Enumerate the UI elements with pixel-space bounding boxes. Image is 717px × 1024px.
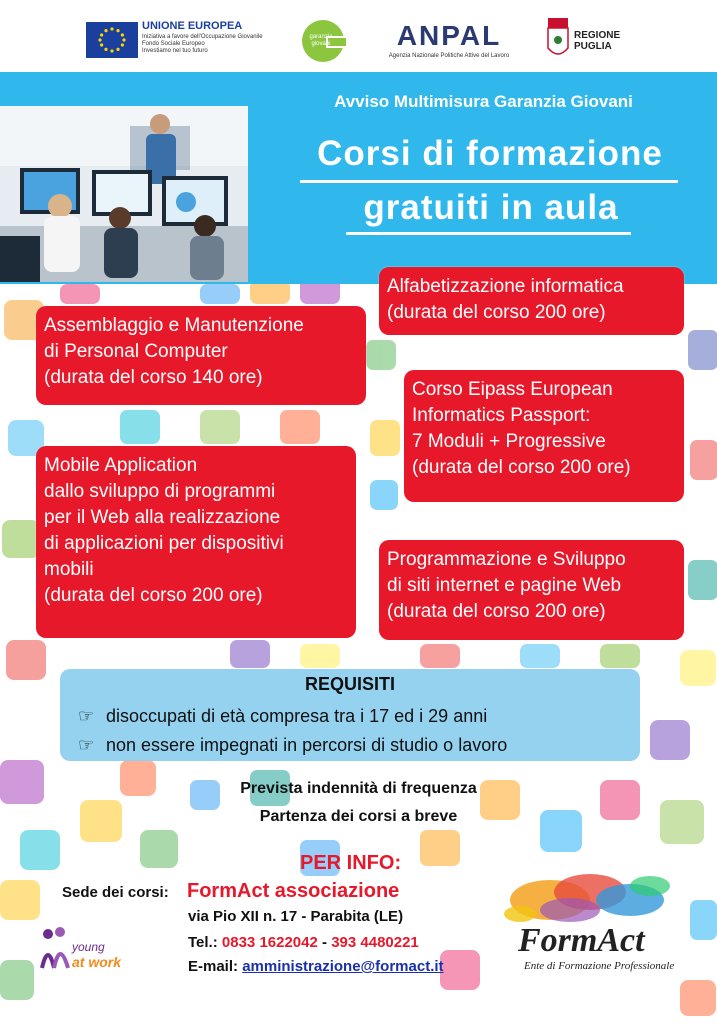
course-line: Mobile Application [44, 455, 198, 476]
formact-tagline: Ente di Formazione Professionale [524, 960, 675, 972]
pointing-hand-icon: ☞ [78, 735, 95, 755]
tel-label: Tel.: [188, 934, 218, 951]
sede-name: FormAct associazione [187, 880, 400, 902]
classroom-illustration [0, 106, 248, 282]
regione-puglia-name [574, 30, 620, 52]
title-underline-1 [300, 180, 678, 183]
course-line: Informatics Passport: [412, 405, 591, 426]
garanzia-giovani-text: garanzia giovani [309, 34, 333, 47]
eu-flag-icon [86, 22, 138, 58]
course-programmazione-web [379, 540, 684, 640]
course-line: Alfabetizzazione informatica [387, 276, 624, 297]
course-line: dallo sviluppo di programmi [44, 481, 276, 502]
address: via Pio XII n. 17 - Parabita (LE) [188, 908, 404, 925]
eu-caption-line: Iniziativa a favore dell'Occupazione Giovanile [142, 34, 263, 40]
formact-splash-icon [500, 870, 690, 930]
requirement-item [78, 706, 487, 727]
requirement-text: non essere impegnati in percorsi di studio o lavoro [106, 735, 508, 755]
young-at-work-line-1: young [72, 940, 105, 954]
young-at-work-logo [38, 924, 130, 974]
course-duration: (durata del corso 200 ore) [387, 601, 606, 622]
phone-number-2[interactable]: 393 4480221 [331, 934, 419, 951]
regione-line: REGIONE [574, 30, 621, 41]
puglia-line: PUGLIA [574, 41, 612, 52]
requirements-title: REQUISITI [304, 674, 395, 694]
anpal-logo [384, 20, 514, 62]
info-title: PER INFO: [300, 852, 402, 874]
anpal-subtitle: Agenzia Nazionale Politiche Attive del Lavoro [388, 53, 510, 59]
email-link[interactable]: amministrazione@formact.it [242, 958, 444, 975]
email-line [188, 958, 444, 975]
formact-name: FormAct [518, 922, 645, 959]
course-assemblaggio [36, 306, 366, 405]
phone-separator: - [322, 934, 328, 951]
puglia-crest-icon [546, 18, 570, 60]
course-line: Corso Eipass European [412, 379, 613, 400]
course-line: di applicazioni per dispositivi [44, 533, 284, 554]
email-label: E-mail: [188, 958, 239, 975]
requirement-item [78, 735, 507, 756]
partenza-note: Partenza dei corsi a breve [259, 808, 458, 825]
eu-logo [86, 22, 266, 62]
phone-number-1[interactable]: 0833 1622042 [221, 934, 318, 951]
young-at-work-figures-icon [38, 924, 72, 974]
course-mobile-application [36, 446, 356, 638]
requirement-text: disoccupati di età compresa tra i 17 ed i 29 anni [106, 706, 488, 726]
pointing-hand-icon: ☞ [78, 706, 95, 726]
regione-puglia-logo [546, 16, 656, 66]
title-underline-2 [346, 232, 631, 235]
course-line: Programmazione e Sviluppo [387, 549, 626, 570]
course-line: per il Web alla realizzazione [44, 507, 281, 528]
garanzia-giovani-logo [300, 18, 346, 64]
course-line: mobili [44, 559, 94, 580]
eu-caption-line: Investiamo nel tuo futuro [142, 48, 208, 54]
course-duration: (durata del corso 200 ore) [44, 585, 263, 606]
eu-title: UNIONE EUROPEA [142, 20, 243, 32]
indennita-note: Prevista indennità di frequenza [240, 780, 477, 797]
header-title-line-1: Corsi di formazione [317, 134, 663, 173]
classroom-photo [0, 106, 248, 282]
course-duration: (durata del corso 140 ore) [44, 367, 263, 388]
course-line: di Personal Computer [44, 341, 228, 362]
course-duration: (durata del corso 200 ore) [387, 302, 606, 323]
phone-line [188, 934, 419, 951]
formact-logo [500, 870, 690, 980]
young-at-work-line-2: at work [72, 954, 122, 970]
header-subtitle: Avviso Multimisura Garanzia Giovani [334, 92, 633, 111]
header-title-line-2: gratuiti in aula [363, 188, 619, 227]
anpal-name: ANPAL [396, 20, 502, 51]
eu-caption [142, 34, 263, 55]
course-alfabetizzazione [379, 267, 684, 335]
course-line: Assemblaggio e Manutenzione [44, 315, 304, 336]
course-line: di siti internet e pagine Web [387, 575, 622, 596]
course-eipass [404, 370, 684, 502]
sede-label: Sede dei corsi: [62, 884, 169, 901]
eu-caption-line: Fondo Sociale Europeo [142, 41, 205, 47]
course-line: 7 Moduli + Progressive [412, 431, 606, 452]
course-duration: (durata del corso 200 ore) [412, 457, 631, 478]
